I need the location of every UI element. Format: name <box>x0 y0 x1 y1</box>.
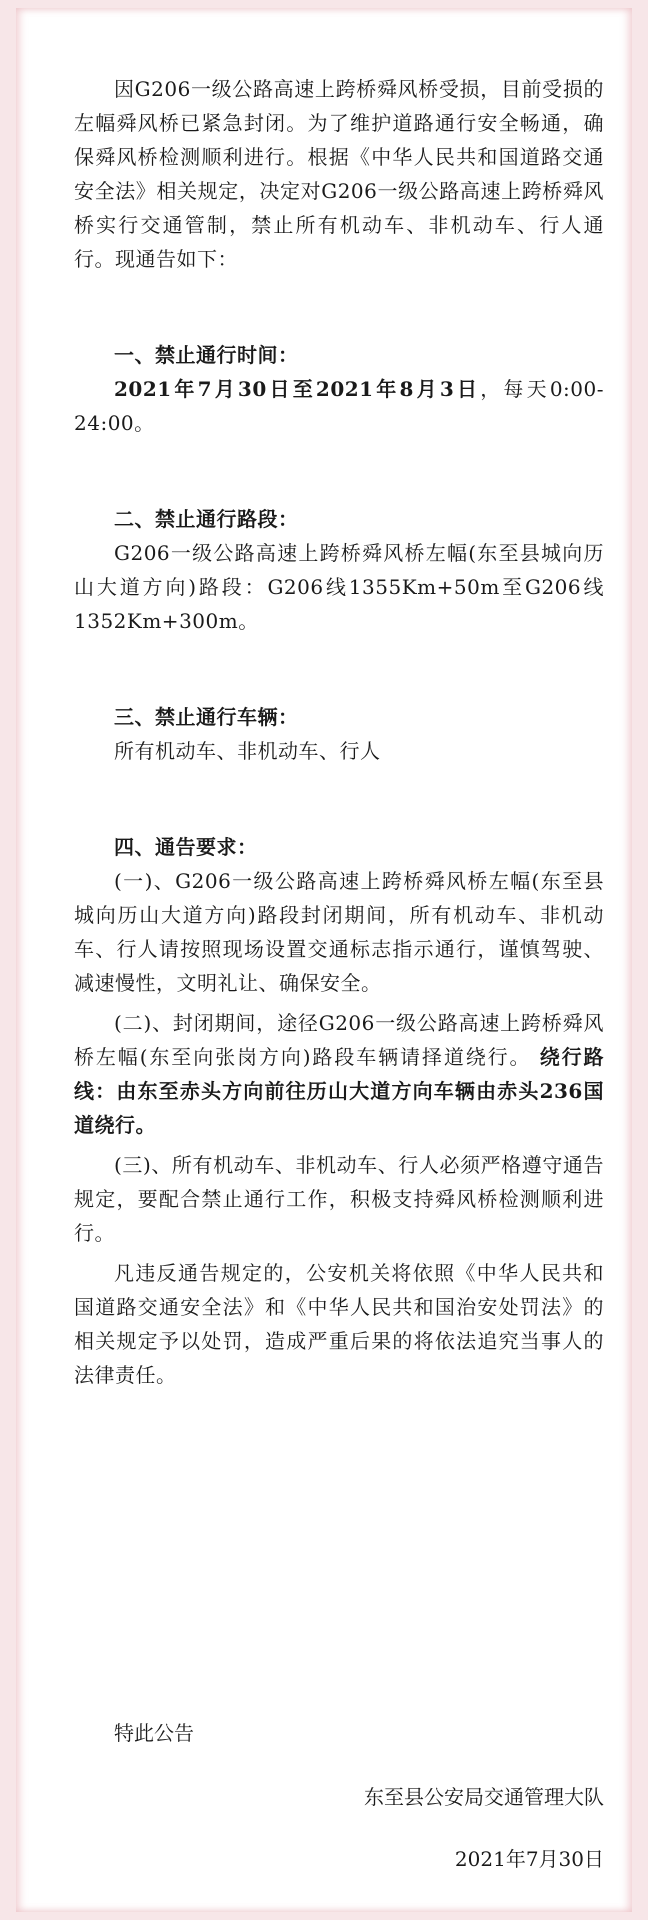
closing-text: 特此公告 <box>114 1721 194 1745</box>
section-3-heading: 三、禁止通行车辆： <box>114 705 299 729</box>
section-1-text <box>74 372 604 440</box>
notice-body <box>74 72 604 1392</box>
spacer <box>74 276 604 338</box>
section-2-text: G206一级公路高速上跨桥舜风桥左幅(东至县城向历山大道方向)路段：G206线1355Km+50m至G206线1352Km+300m。 <box>74 541 604 633</box>
section-4-item-1: (一)、G206一级公路高速上跨桥舜风桥左幅(东至县城向历山大道方向)路段封闭期间，所有机动车、非机动车、行人请按照现场设置交通标志指示通行，谨慎驾驶、减速慢性，文明礼让、确保安全。 <box>74 869 604 995</box>
spacer <box>74 440 604 502</box>
issue-date: 2021年7月30日 <box>454 1847 604 1871</box>
issuer: 东至县公安局交通管理大队 <box>364 1785 604 1809</box>
spacer <box>74 638 604 700</box>
section-1-dates: 2021年7月30日至2021年8月3日 <box>114 377 481 401</box>
section-1-heading: 一、禁止通行时间： <box>114 343 299 367</box>
detour-route: 绕行路线：由东至赤头方向前往历山大道方向车辆由赤头236国道绕行。 <box>74 1045 605 1137</box>
section-4-item-3: (三)、所有机动车、非机动车、行人必须严格遵守通告规定，要配合禁止通行工作，积极支持舜风桥检测顺利进行。 <box>74 1153 604 1245</box>
warning-paragraph: 凡违反通告规定的，公安机关将依照《中华人民共和国道路交通安全法》和《中华人民共和国治安处罚法》的相关规定予以处罚，造成严重后果的将依法追究当事人的法律责任。 <box>74 1261 604 1387</box>
section-4-item-2 <box>74 1006 604 1142</box>
intro-paragraph: 因G206一级公路高速上跨桥舜风桥受损，目前受损的左幅舜风桥已紧急封闭。为了维护道路通行安全畅通，确保舜风桥检测顺利进行。根据《中华人民共和国道路交通安全法》相关规定，决定对G206一级公路高速上跨桥舜风桥实行交通管制，禁止所有机动车、非机动车、行人通行。现通告如下： <box>74 77 604 271</box>
section-3-text: 所有机动车、非机动车、行人 <box>114 739 381 763</box>
section-2-heading: 二、禁止通行路段： <box>114 507 299 531</box>
spacer <box>74 768 604 830</box>
section-4-item-2-plain: (二)、封闭期间，途径G206一级公路高速上跨桥舜风桥左幅(东至向张岗方向)路段车辆请择道绕行。 <box>74 1011 604 1069</box>
section-4-heading: 四、通告要求： <box>114 835 258 859</box>
section-1-hours: ，每天0:00-24:00。 <box>74 377 604 435</box>
